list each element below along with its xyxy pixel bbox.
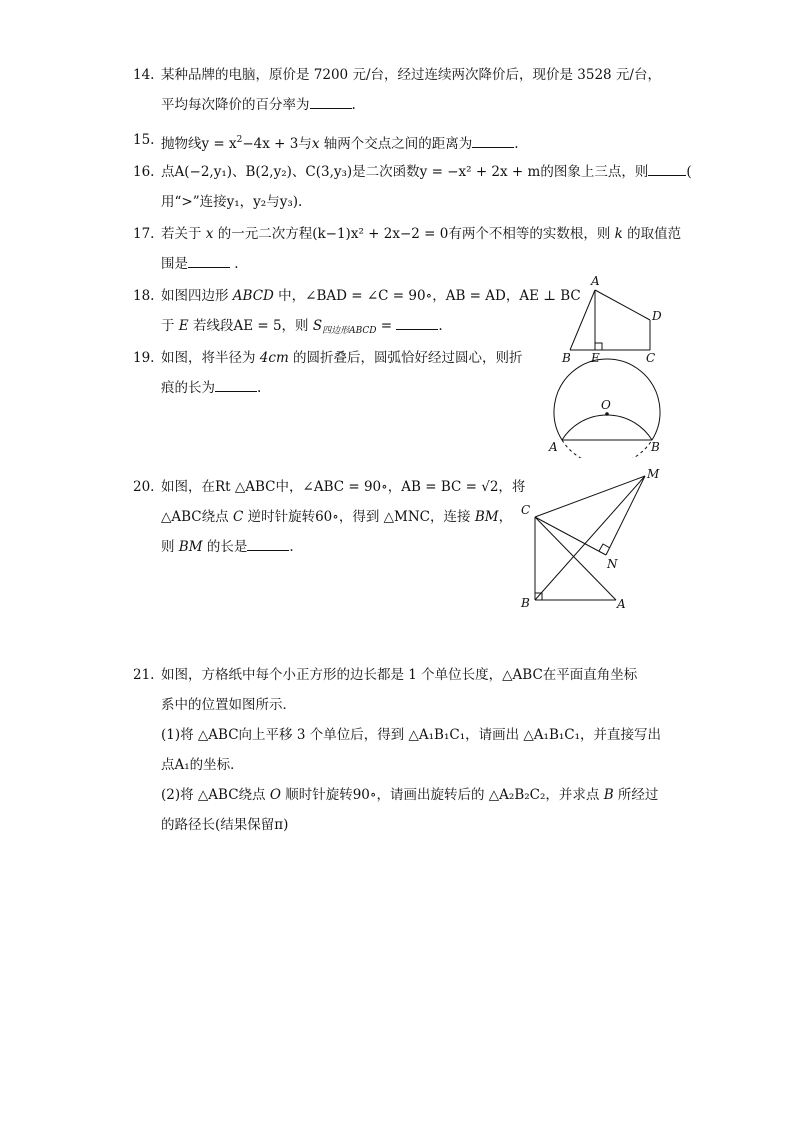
figure-18-quadrilateral	[555, 272, 670, 367]
question-20: 20. 如图，在Rt △ABC中，∠ABC = 90∘，AB = BC = √2，将 △ABC绕点 C 逆时针旋转60∘，得到 △MNC，连接 BM， 则 BM 的长是 .	[133, 472, 673, 562]
question-17: 17. 若关于 x 的一元二次方程(k−1)x² + 2x−2 = 0有两个不相等的实数根，则 k 的取值范 围是 .	[133, 219, 673, 279]
circle-minor-arc-dashed	[562, 440, 652, 458]
segment-BM	[535, 476, 645, 600]
segment-CM	[535, 476, 645, 517]
segment-AB	[570, 290, 595, 350]
question-number: 17.	[133, 226, 155, 242]
label-A: A	[591, 274, 600, 288]
label-D: D	[652, 309, 662, 323]
answer-blank[interactable]	[247, 536, 289, 551]
answer-blank[interactable]	[648, 161, 686, 176]
answer-blank[interactable]	[188, 253, 230, 268]
segment-CA	[535, 517, 616, 600]
folded-arc	[562, 415, 652, 440]
label-B: B	[562, 351, 571, 365]
question-text-line: 平均每次降价的百分率为	[161, 97, 310, 113]
question-number: 20.	[133, 479, 155, 495]
label-A: A	[617, 597, 626, 611]
label-C: C	[646, 351, 656, 365]
figure-20-rotated-triangles	[512, 460, 672, 615]
question-number: 19.	[133, 350, 155, 366]
answer-blank[interactable]	[310, 94, 352, 109]
answer-blank[interactable]	[215, 377, 257, 392]
question-21: 21. 如图，方格纸中每个小正方形的边长都是 1 个单位长度，△ABC在平面直角坐标 系中的位置如图所示． (1)将 △ABC向上平移 3 个单位后，得到 △A₁B₁C₁，请画出 △A₁B₁C₁，并直接写出 点A₁的坐标． (2)将 △ABC绕点 O 顺时针旋转90∘，请画出旋转后的 △A₂B₂C₂，并求点 B 所经过 的路径长(结果保留π)	[133, 660, 673, 840]
answer-blank[interactable]	[396, 315, 438, 330]
label-E: E	[591, 351, 600, 365]
segment-CN	[535, 517, 606, 555]
question-number: 15.	[133, 132, 155, 148]
question-number: 21.	[133, 667, 155, 683]
label-A: A	[549, 440, 558, 454]
label-O: O	[601, 398, 611, 412]
question-14: 14. 某种品牌的电脑，原价是 7200 元/台，经过连续两次降价后，现价是 3528 元/台， 平均每次降价的百分率为 .	[133, 60, 673, 120]
label-M: M	[647, 467, 660, 481]
label-B: B	[521, 596, 530, 610]
label-B: B	[651, 440, 660, 454]
center-point-O	[605, 412, 609, 416]
question-number: 14.	[133, 67, 155, 83]
question-number: 18.	[133, 288, 155, 304]
question-text-line: 某种品牌的电脑，原价是 7200 元/台，经过连续两次降价后，现价是 3528 元/台，	[161, 67, 661, 83]
segment-AD	[595, 290, 650, 320]
label-N: N	[607, 557, 618, 571]
figure-19-folded-circle	[545, 358, 670, 458]
question-number: 16.	[133, 164, 155, 180]
question-19: 19. 如图，将半径为 4cm 的圆折叠后，圆弧恰好经过圆心，则折 痕的长为 .	[133, 343, 673, 403]
question-18: 18. 如图四边形 ABCD 中，∠BAD = ∠C = 90∘，AB = AD，AE ⊥ BC 于 E 若线段AE = 5，则 $S_{四边形ABCD}$ = .	[133, 281, 673, 346]
right-angle-mark	[595, 343, 602, 350]
question-15: 15. 抛物线$y = x^2-4x + 3$与x 轴两个交点之间的距离为 .	[133, 125, 673, 159]
question-16: 16. 点A(−2,y₁)、B(2,y₂)、C(3,y₃)是二次函数y = −x² + 2x + m的图象上三点，则 ( 用“>”连接y₁，y₂与y₃).	[133, 157, 673, 217]
answer-blank[interactable]	[472, 133, 514, 148]
label-C: C	[521, 503, 531, 517]
